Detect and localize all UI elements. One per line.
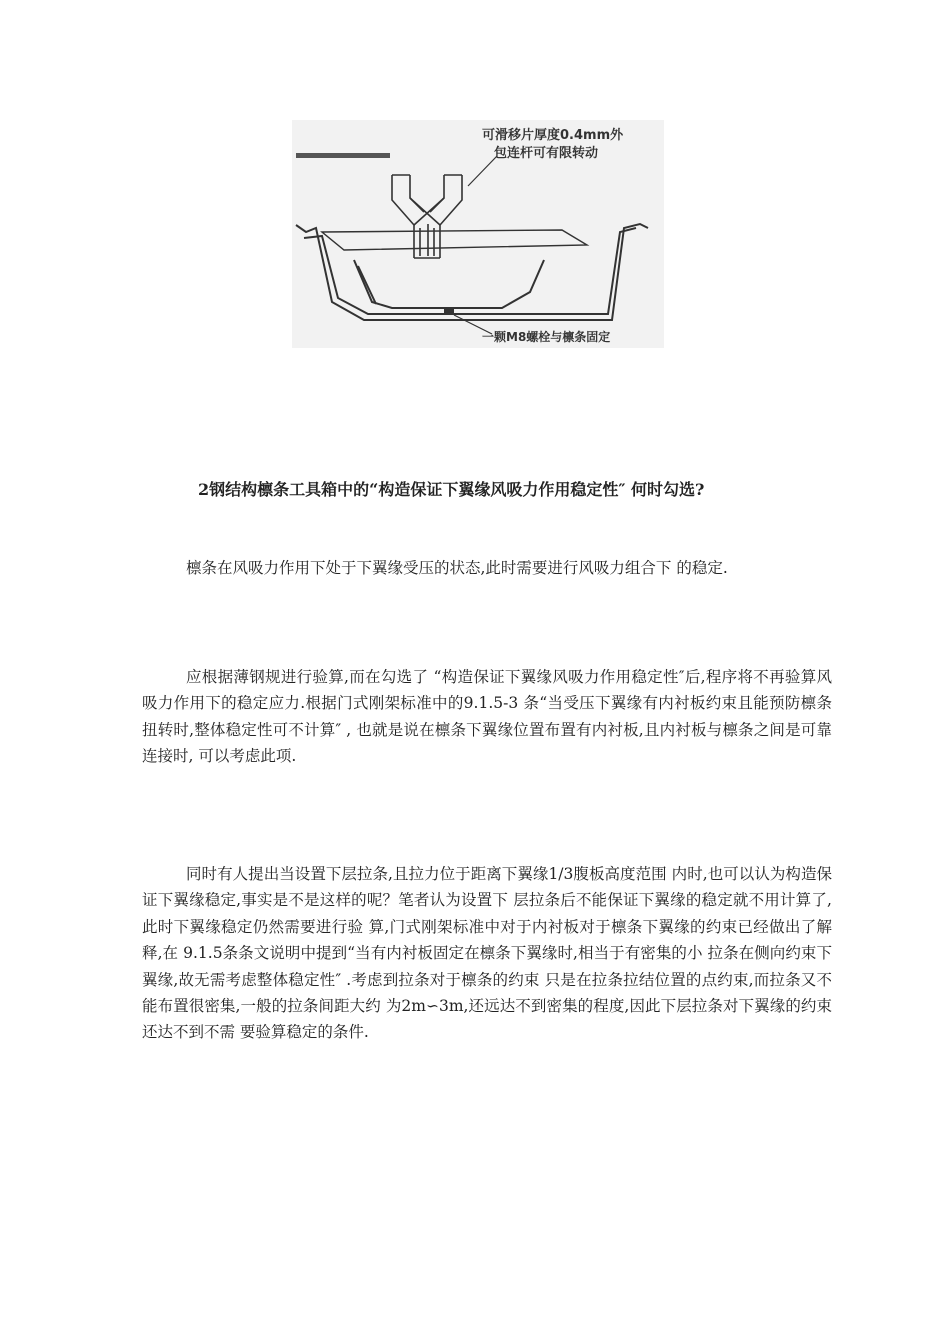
figure-label-rotation: 包连杆可有限转动 xyxy=(494,146,599,161)
paragraph-1: 檩条在风吸力作用下处于下翼缘受压的状态,此时需要进行风吸力组合下 的稳定. xyxy=(186,559,728,577)
slip-clip-shape xyxy=(392,175,462,258)
purlin-liner-diagram xyxy=(292,120,664,348)
purlin-section xyxy=(296,224,648,320)
paragraph-2: 应根据薄钢规进行验算,而在勾选了 “构造保证下翼缘风吸力作用稳定性″后,程序将不再验算风吸力作用下的稳定应力.根据门式刚架标准中的9.1.5-3 条“当受压下翼缘有内衬板约束且能预防檩条扭转时,整体稳定性可不计算″ , 也就是说在檩条下翼缘位置布置有内衬板,且内衬板与檩条之间是可靠连接时, 可以考虑此项. xyxy=(142,668,832,766)
rail-plane xyxy=(322,230,587,250)
redaction-mark xyxy=(296,153,390,158)
figure-label-clip: 可滑移片厚度0.4mm外 xyxy=(482,128,624,143)
paragraph-3: 同时有人提出当设置下层拉条,且拉力位于距离下翼缘1/3腹板高度范围 内时,也可以认为构造保证下翼缘稳定,事实是不是这样的呢？笔者认为设置下 层拉条后不能保证下翼缘的稳定就不用计算了,此时下翼缘稳定仍然需要进行验 算,门式刚架标准中对于内衬板对于檩条下翼缘的约束已经做出了解释,在 9.1.5条条文说明中提到“当有内衬板固定在檩条下翼缘时,相当于有密集的小 拉条在侧向约束下翼缘,故无需考虑整体稳定性″ .考虑到拉条对于檩条的约束 只是在拉条拉结位置的点约束,而拉条又不能布置很密集,一般的拉条间距大约 为2m∽3m,还远达不到密集的程度,因此下层拉条对下翼缘的约束还达不到不需 要验算稳定的条件. xyxy=(142,865,832,1042)
figure-label-bolt: 一颗M8螺栓与檩条固定 xyxy=(482,330,611,344)
bolt-shape xyxy=(444,309,454,315)
section-heading: 2钢结构檩条工具箱中的“构造保证下翼缘风吸力作用稳定性″ 何时勾选? xyxy=(198,480,705,499)
